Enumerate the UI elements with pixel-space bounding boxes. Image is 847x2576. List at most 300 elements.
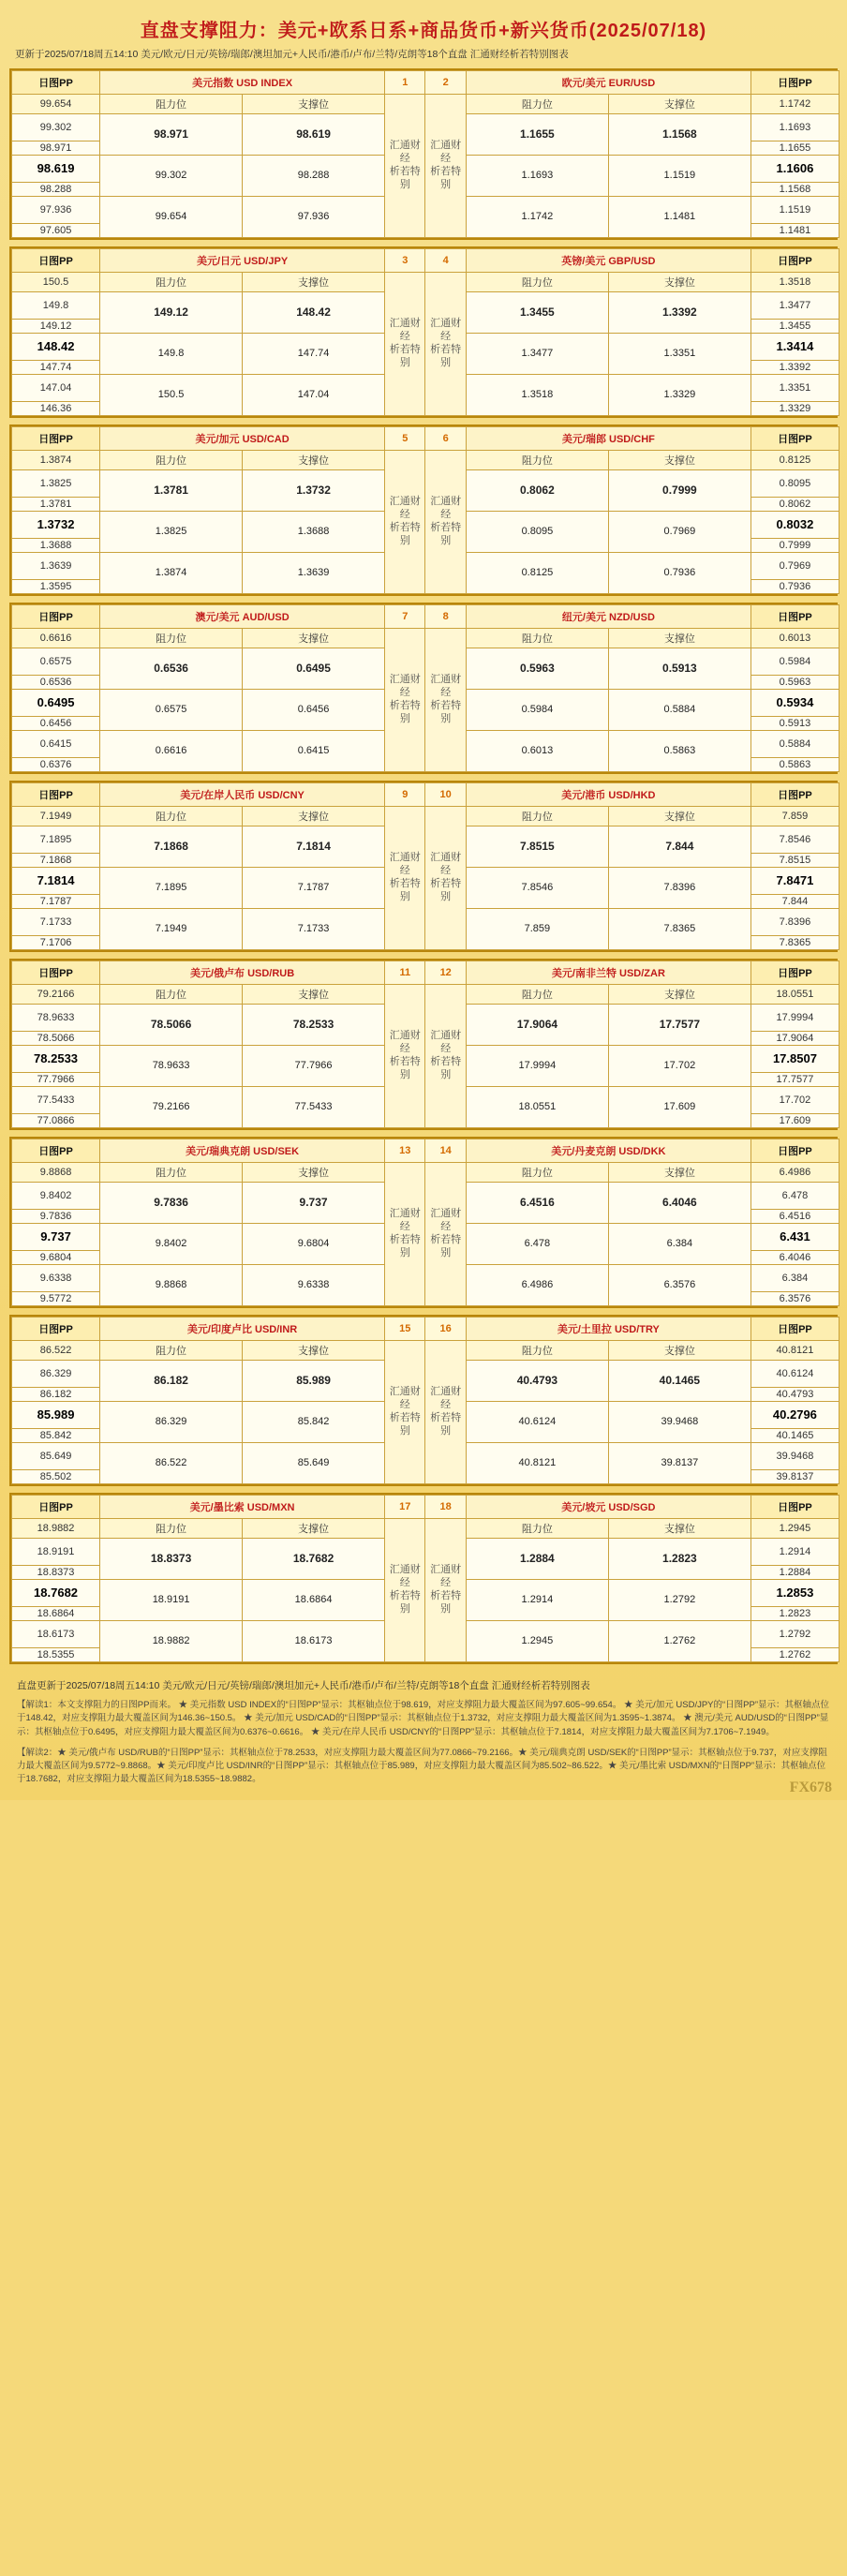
resistance-value: 7.1895	[100, 867, 243, 908]
pair-title-left[interactable]: 美元/加元 USD/CAD	[100, 426, 385, 450]
support-value: 39.8137	[608, 1442, 750, 1483]
support-header-left: 支撑位	[243, 1518, 385, 1538]
pair-title-right[interactable]: 美元/港币 USD/HKD	[466, 782, 750, 806]
pp-value: 6.3576	[750, 1291, 839, 1305]
pp-value: 7.1733	[12, 908, 100, 935]
page-title: 直盘支撑阻力：美元+欧系日系+商品货币+新兴货币(2025/07/18)	[140, 21, 707, 41]
resistance-value: 149.8	[100, 333, 243, 374]
pp-value: 1.3329	[750, 401, 839, 415]
resistance-value: 6.478	[466, 1223, 608, 1264]
pp-value: 18.0551	[750, 984, 839, 1004]
support-value: 9.6338	[243, 1264, 385, 1305]
pair-title-left[interactable]: 美元/印度卢比 USD/INR	[100, 1317, 385, 1340]
pp-value: 79.2166	[12, 984, 100, 1004]
pair-table	[11, 426, 840, 594]
pp-value: 1.3874	[12, 450, 100, 469]
pp-value: 85.842	[12, 1428, 100, 1442]
resistance-header-right: 阻力位	[466, 272, 608, 291]
pair-index-right: 4	[425, 248, 466, 272]
pair-table	[11, 1317, 840, 1484]
resistance-value: 1.2884	[466, 1538, 608, 1579]
resistance-header-left: 阻力位	[100, 1518, 243, 1538]
support-header-right: 支撑位	[608, 272, 750, 291]
pp-value: 1.3518	[750, 272, 839, 291]
pp-header-right: 日图PP	[750, 426, 839, 450]
resistance-value: 7.8515	[466, 826, 608, 867]
support-value: 85.842	[243, 1401, 385, 1442]
resistance-value: 1.3477	[466, 333, 608, 374]
watermark-right: 汇通财经 析若特别	[425, 628, 466, 771]
watermark-left: 汇通财经 析若特别	[385, 1518, 425, 1661]
pair-title-left[interactable]: 美元/日元 USD/JPY	[100, 248, 385, 272]
resistance-value: 0.6013	[466, 730, 608, 771]
pp-value: 0.8062	[750, 497, 839, 511]
footer-note-2: 【解读2：★ 美元/俄卢布 USD/RUB的“日图PP”显示：其枢轴点位于78.2533，对应支撑阻力最大覆盖区间为77.0866~79.2166。★ 美元/瑞典克朗 USD/SEK的“日图PP”显示：其枢轴点位于9.737，对应支撑阻力最大覆盖区间为9.5772~9.8868。★ 美元/印度卢比 USD/INR的“日图PP”显示：其枢轴点位于85.989，对应支撑阻力最大覆盖区间为85.502~86.522。★ 美元/墨比索 USD/MXN的“日图PP”显示：其枢轴点位于18.7682，对应支撑阻力最大覆盖区间为18.5355~18.9882。	[17, 1747, 827, 1785]
pp-value: 0.6616	[12, 628, 100, 648]
watermark-right: 汇通财经 析若特别	[425, 1340, 466, 1483]
support-header-left: 支撑位	[243, 1340, 385, 1360]
pp-header-left: 日图PP	[12, 1317, 100, 1340]
watermark-right: 汇通财经 析若特别	[425, 1518, 466, 1661]
pp-value: 17.8507	[750, 1045, 839, 1072]
support-header-left: 支撑位	[243, 1162, 385, 1182]
pp-value: 1.2914	[750, 1538, 839, 1565]
resistance-value: 7.1868	[100, 826, 243, 867]
support-value: 1.3329	[608, 374, 750, 415]
pp-value: 7.8471	[750, 867, 839, 894]
resistance-value: 9.7836	[100, 1182, 243, 1223]
block-header-row	[12, 782, 840, 806]
pp-value: 40.6124	[750, 1360, 839, 1387]
support-value: 7.844	[608, 826, 750, 867]
pp-value: 0.8095	[750, 469, 839, 497]
block-header-row	[12, 1317, 840, 1340]
support-value: 7.1733	[243, 908, 385, 949]
support-value: 1.2762	[608, 1620, 750, 1661]
pp-value: 7.1868	[12, 853, 100, 867]
pp-value: 40.2796	[750, 1401, 839, 1428]
resistance-header-right: 阻力位	[466, 94, 608, 113]
pair-table	[11, 782, 840, 950]
pair-block	[9, 1137, 838, 1308]
pp-value: 1.2884	[750, 1565, 839, 1579]
pp-value: 1.2945	[750, 1518, 839, 1538]
pp-header-left: 日图PP	[12, 782, 100, 806]
pp-value: 0.6415	[12, 730, 100, 757]
pair-index-right: 14	[425, 1139, 466, 1162]
pp-header-left: 日图PP	[12, 426, 100, 450]
pp-value: 85.989	[12, 1401, 100, 1428]
resistance-header-right: 阻力位	[466, 450, 608, 469]
resistance-value: 18.0551	[466, 1086, 608, 1127]
support-header-right: 支撑位	[608, 984, 750, 1004]
pair-index-right: 16	[425, 1317, 466, 1340]
pair-index-right: 6	[425, 426, 466, 450]
block-header-row	[12, 1495, 840, 1518]
pp-value: 147.74	[12, 360, 100, 374]
pp-header-left: 日图PP	[12, 248, 100, 272]
watermark-left: 汇通财经 析若特别	[385, 94, 425, 237]
support-value: 7.8365	[608, 908, 750, 949]
support-value: 148.42	[243, 291, 385, 333]
watermark-left: 汇通财经 析若特别	[385, 450, 425, 593]
support-value: 39.9468	[608, 1401, 750, 1442]
pp-value: 7.8546	[750, 826, 839, 853]
pair-block	[9, 959, 838, 1130]
pair-table	[11, 604, 840, 772]
pair-index-left: 9	[385, 782, 425, 806]
support-value: 147.04	[243, 374, 385, 415]
page-subtitle: 更新于2025/07/18周五14:10 美元/欧元/日元/英镑/瑞郎/澳坦加元+人民币/港币/卢布/兰特/克朗等18个直盘 汇通财经析若特别图表	[15, 49, 569, 60]
pp-value: 0.6536	[12, 675, 100, 689]
resistance-value: 0.5984	[466, 689, 608, 730]
resistance-value: 7.859	[466, 908, 608, 949]
pair-title-right[interactable]: 美元/瑞郎 USD/CHF	[466, 426, 750, 450]
pp-header-right: 日图PP	[750, 70, 839, 94]
support-value: 0.6456	[243, 689, 385, 730]
resistance-value: 6.4516	[466, 1182, 608, 1223]
pair-title-left[interactable]: 美元/在岸人民币 USD/CNY	[100, 782, 385, 806]
resistance-value: 0.8095	[466, 511, 608, 552]
support-value: 85.989	[243, 1360, 385, 1401]
pair-title-left[interactable]: 美元/俄卢布 USD/RUB	[100, 960, 385, 984]
resistance-value: 1.3455	[466, 291, 608, 333]
watermark-right: 汇通财经 析若特别	[425, 984, 466, 1127]
support-value: 0.5913	[608, 648, 750, 689]
pp-value: 0.5934	[750, 689, 839, 716]
block-header-row	[12, 1139, 840, 1162]
pp-value: 18.6864	[12, 1606, 100, 1620]
pp-header-right: 日图PP	[750, 1495, 839, 1518]
resistance-value: 1.1742	[466, 196, 608, 237]
pp-value: 149.12	[12, 319, 100, 333]
pp-value: 1.3639	[12, 552, 100, 579]
pp-value: 17.7577	[750, 1072, 839, 1086]
pp-value: 86.329	[12, 1360, 100, 1387]
pp-value: 1.3392	[750, 360, 839, 374]
support-value: 98.288	[243, 155, 385, 196]
pp-value: 1.3351	[750, 374, 839, 401]
pp-header-left: 日图PP	[12, 960, 100, 984]
resistance-value: 1.1655	[466, 113, 608, 155]
support-value: 1.3639	[243, 552, 385, 593]
pp-value: 1.1481	[750, 223, 839, 237]
support-value: 1.3732	[243, 469, 385, 511]
pp-value: 7.1895	[12, 826, 100, 853]
pair-table	[11, 1139, 840, 1306]
resistance-value: 1.2914	[466, 1579, 608, 1620]
block-header-row	[12, 70, 840, 94]
pp-value: 0.7999	[750, 538, 839, 552]
support-value: 147.74	[243, 333, 385, 374]
support-header-left: 支撑位	[243, 272, 385, 291]
support-value: 85.649	[243, 1442, 385, 1483]
resistance-header-left: 阻力位	[100, 984, 243, 1004]
support-value: 0.6495	[243, 648, 385, 689]
pp-value: 0.6376	[12, 757, 100, 771]
resistance-value: 149.12	[100, 291, 243, 333]
pp-value: 18.8373	[12, 1565, 100, 1579]
pp-value: 85.502	[12, 1469, 100, 1483]
support-value: 78.2533	[243, 1004, 385, 1045]
pp-value: 17.9064	[750, 1031, 839, 1045]
resistance-value: 17.9064	[466, 1004, 608, 1045]
pp-value: 17.702	[750, 1086, 839, 1113]
support-value: 97.936	[243, 196, 385, 237]
pp-header-right: 日图PP	[750, 1317, 839, 1340]
pp-header-right: 日图PP	[750, 604, 839, 628]
support-value: 1.3351	[608, 333, 750, 374]
support-header-right: 支撑位	[608, 1340, 750, 1360]
pair-block	[9, 781, 838, 952]
pair-index-right: 2	[425, 70, 466, 94]
pair-index-left: 17	[385, 1495, 425, 1518]
resistance-value: 99.654	[100, 196, 243, 237]
pair-title-right[interactable]: 纽元/美元 NZD/USD	[466, 604, 750, 628]
support-value: 17.7577	[608, 1004, 750, 1045]
resistance-value: 79.2166	[100, 1086, 243, 1127]
support-header-left: 支撑位	[243, 806, 385, 826]
pp-value: 1.3414	[750, 333, 839, 360]
block-subheader-row	[12, 272, 840, 291]
pp-value: 97.605	[12, 223, 100, 237]
resistance-value: 1.2945	[466, 1620, 608, 1661]
pp-value: 78.5066	[12, 1031, 100, 1045]
support-value: 6.384	[608, 1223, 750, 1264]
pp-value: 0.8032	[750, 511, 839, 538]
pair-index-right: 18	[425, 1495, 466, 1518]
pair-title-right[interactable]: 欧元/美元 EUR/USD	[466, 70, 750, 94]
pp-value: 1.3455	[750, 319, 839, 333]
support-header-left: 支撑位	[243, 94, 385, 113]
support-value: 18.6864	[243, 1579, 385, 1620]
pp-header-left: 日图PP	[12, 1495, 100, 1518]
pp-value: 0.8125	[750, 450, 839, 469]
pp-value: 77.5433	[12, 1086, 100, 1113]
footer-line: 直盘更新于2025/07/18周五14:10 美元/欧元/日元/英镑/瑞郎/澳坦加元+人民币/港币/卢布/兰特/克朗等18个直盘 汇通财经析若特别图表	[17, 1679, 590, 1691]
resistance-value: 40.8121	[466, 1442, 608, 1483]
pp-value: 18.6173	[12, 1620, 100, 1647]
block-subheader-row	[12, 1518, 840, 1538]
pp-value: 148.42	[12, 333, 100, 360]
resistance-value: 40.6124	[466, 1401, 608, 1442]
footer-note-1: 【解读1：本文支撑阻力的日图PP而来。 ★ 美元指数 USD INDEX的“日图PP”显示：其枢轴点位于98.619，对应支撑阻力最大覆盖区间为97.605~99.654。 ★ 美元/加元 USD/JPY的“日图PP”显示：其枢轴点位于148.42，对应支撑阻力最大覆盖区间为146.36~150.5。 ★ 美元/加元 USD/CAD的“日图PP”显示：其枢轴点位于1.3732，对应支撑阻力最大覆盖区间为1.3595~1.3874。 ★ 澳元/美元 AUD/USD的“日图PP”显示：其枢轴点位于0.6495，对应支撑阻力最大覆盖区间为0.6376~0.6616。 ★ 美元/在岸人民币 USD/CNY的“日图PP”显示：其枢轴点位于7.1814，对应支撑阻力最大覆盖区间为7.1706~7.1949。	[17, 1700, 830, 1737]
pp-value: 18.9191	[12, 1538, 100, 1565]
pp-value: 1.1606	[750, 155, 839, 182]
pp-value: 78.2533	[12, 1045, 100, 1072]
support-header-right: 支撑位	[608, 628, 750, 648]
resistance-value: 1.3518	[466, 374, 608, 415]
resistance-value: 40.4793	[466, 1360, 608, 1401]
watermark-right: 汇通财经 析若特别	[425, 1162, 466, 1305]
pair-index-right: 8	[425, 604, 466, 628]
watermark-left: 汇通财经 析若特别	[385, 272, 425, 415]
resistance-header-right: 阻力位	[466, 1340, 608, 1360]
support-value: 9.737	[243, 1182, 385, 1223]
support-value: 0.5884	[608, 689, 750, 730]
pp-value: 6.384	[750, 1264, 839, 1291]
pair-index-left: 15	[385, 1317, 425, 1340]
pp-value: 85.649	[12, 1442, 100, 1469]
pp-value: 7.859	[750, 806, 839, 826]
resistance-value: 1.3874	[100, 552, 243, 593]
watermark-left: 汇通财经 析若特别	[385, 984, 425, 1127]
support-value: 77.5433	[243, 1086, 385, 1127]
resistance-value: 0.8125	[466, 552, 608, 593]
pp-value: 99.302	[12, 113, 100, 141]
pp-value: 40.4793	[750, 1387, 839, 1401]
pair-title-right[interactable]: 英镑/美元 GBP/USD	[466, 248, 750, 272]
support-value: 1.2823	[608, 1538, 750, 1579]
watermark-right: 汇通财经 析若特别	[425, 450, 466, 593]
pp-value: 1.3825	[12, 469, 100, 497]
support-value: 0.7999	[608, 469, 750, 511]
pp-header-left: 日图PP	[12, 1139, 100, 1162]
pair-index-left: 7	[385, 604, 425, 628]
pair-title-right[interactable]: 美元/坡元 USD/SGD	[466, 1495, 750, 1518]
pp-value: 7.1949	[12, 806, 100, 826]
pair-index-right: 10	[425, 782, 466, 806]
pp-value: 1.2853	[750, 1579, 839, 1606]
resistance-header-left: 阻力位	[100, 272, 243, 291]
support-value: 0.5863	[608, 730, 750, 771]
pp-value: 18.5355	[12, 1647, 100, 1661]
pp-value: 0.6456	[12, 716, 100, 730]
support-value: 17.609	[608, 1086, 750, 1127]
pp-header-left: 日图PP	[12, 70, 100, 94]
resistance-value: 0.8062	[466, 469, 608, 511]
resistance-value: 18.9191	[100, 1579, 243, 1620]
resistance-value: 6.4986	[466, 1264, 608, 1305]
resistance-value: 17.9994	[466, 1045, 608, 1086]
pp-value: 40.8121	[750, 1340, 839, 1360]
support-value: 1.3688	[243, 511, 385, 552]
support-value: 7.8396	[608, 867, 750, 908]
resistance-header-left: 阻力位	[100, 1340, 243, 1360]
support-value: 1.1481	[608, 196, 750, 237]
pair-index-right: 12	[425, 960, 466, 984]
support-header-left: 支撑位	[243, 450, 385, 469]
support-value: 17.702	[608, 1045, 750, 1086]
pp-value: 9.6338	[12, 1264, 100, 1291]
resistance-value: 18.8373	[100, 1538, 243, 1579]
resistance-value: 9.8402	[100, 1223, 243, 1264]
pp-value: 0.5884	[750, 730, 839, 757]
pp-value: 0.7936	[750, 579, 839, 593]
pp-value: 17.609	[750, 1113, 839, 1127]
pp-value: 9.8868	[12, 1162, 100, 1182]
pair-title-right[interactable]: 美元/丹麦克朗 USD/DKK	[466, 1139, 750, 1162]
pp-value: 6.4516	[750, 1209, 839, 1223]
pair-block	[9, 246, 838, 418]
pair-block	[9, 68, 838, 240]
pp-value: 147.04	[12, 374, 100, 401]
pp-value: 6.431	[750, 1223, 839, 1250]
support-header-right: 支撑位	[608, 806, 750, 826]
block-header-row	[12, 604, 840, 628]
pp-value: 7.1787	[12, 894, 100, 908]
pp-value: 1.3477	[750, 291, 839, 319]
pp-value: 77.7966	[12, 1072, 100, 1086]
pair-table	[11, 248, 840, 416]
support-value: 40.1465	[608, 1360, 750, 1401]
resistance-value: 98.971	[100, 113, 243, 155]
pair-title-left[interactable]: 美元/瑞典克朗 USD/SEK	[100, 1139, 385, 1162]
pp-value: 1.1519	[750, 196, 839, 223]
resistance-header-right: 阻力位	[466, 628, 608, 648]
pp-header-left: 日图PP	[12, 604, 100, 628]
pp-value: 7.1706	[12, 935, 100, 949]
support-value: 1.2792	[608, 1579, 750, 1620]
pp-value: 1.1568	[750, 182, 839, 196]
pp-value: 98.288	[12, 182, 100, 196]
pp-value: 0.5863	[750, 757, 839, 771]
pp-value: 9.7836	[12, 1209, 100, 1223]
pair-table	[11, 70, 840, 238]
support-header-left: 支撑位	[243, 984, 385, 1004]
resistance-value: 7.1949	[100, 908, 243, 949]
pp-value: 1.2792	[750, 1620, 839, 1647]
pair-title-right[interactable]: 美元/土里拉 USD/TRY	[466, 1317, 750, 1340]
support-header-left: 支撑位	[243, 628, 385, 648]
support-value: 1.3392	[608, 291, 750, 333]
pp-value: 17.9994	[750, 1004, 839, 1031]
pp-value: 77.0866	[12, 1113, 100, 1127]
support-value: 0.7936	[608, 552, 750, 593]
pp-value: 1.2823	[750, 1606, 839, 1620]
pp-value: 7.8396	[750, 908, 839, 935]
block-subheader-row	[12, 984, 840, 1004]
resistance-value: 99.302	[100, 155, 243, 196]
pp-value: 1.1655	[750, 141, 839, 155]
support-header-right: 支撑位	[608, 94, 750, 113]
pp-value: 6.4986	[750, 1162, 839, 1182]
block-subheader-row	[12, 450, 840, 469]
pair-table	[11, 1495, 840, 1662]
pair-title-right[interactable]: 美元/南非兰特 USD/ZAR	[466, 960, 750, 984]
pp-value: 98.619	[12, 155, 100, 182]
pair-block	[9, 1315, 838, 1486]
pair-title-left[interactable]: 澳元/美元 AUD/USD	[100, 604, 385, 628]
pp-value: 18.9882	[12, 1518, 100, 1538]
resistance-value: 86.329	[100, 1401, 243, 1442]
pp-header-right: 日图PP	[750, 782, 839, 806]
watermark-right: 汇通财经 析若特别	[425, 272, 466, 415]
pp-header-right: 日图PP	[750, 248, 839, 272]
resistance-value: 1.3781	[100, 469, 243, 511]
blocks-container	[9, 68, 838, 1664]
support-header-right: 支撑位	[608, 1518, 750, 1538]
pp-value: 0.6575	[12, 648, 100, 675]
resistance-value: 0.6536	[100, 648, 243, 689]
resistance-value: 150.5	[100, 374, 243, 415]
block-subheader-row	[12, 94, 840, 113]
pp-value: 146.36	[12, 401, 100, 415]
pair-index-left: 1	[385, 70, 425, 94]
resistance-value: 78.5066	[100, 1004, 243, 1045]
resistance-value: 86.522	[100, 1442, 243, 1483]
watermark-left: 汇通财经 析若特别	[385, 628, 425, 771]
block-subheader-row	[12, 628, 840, 648]
pair-table	[11, 960, 840, 1128]
resistance-header-left: 阻力位	[100, 94, 243, 113]
pair-index-left: 3	[385, 248, 425, 272]
resistance-value: 0.5963	[466, 648, 608, 689]
resistance-header-left: 阻力位	[100, 806, 243, 826]
pp-value: 86.522	[12, 1340, 100, 1360]
pair-title-left[interactable]: 美元/墨比索 USD/MXN	[100, 1495, 385, 1518]
pair-title-left[interactable]: 美元指数 USD INDEX	[100, 70, 385, 94]
